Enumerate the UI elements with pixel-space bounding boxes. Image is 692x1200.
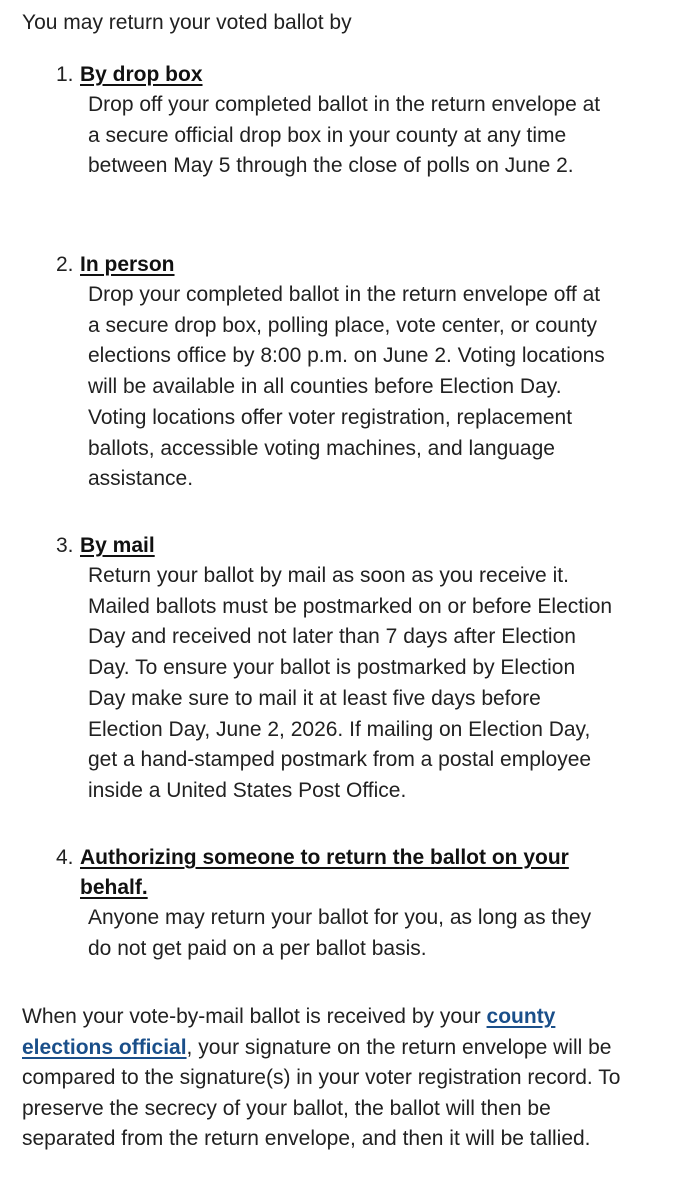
method-by-mail [56,531,616,807]
method-description: Drop off your completed ballot in the return envelope at a secure official drop box in your county at any time between May 5 through the close of polls on June 2. [88,93,601,178]
method-number: 2. [56,253,74,276]
closing-text-after-link: , your signature on the return envelope will be compared to the signature(s) in your voter registration record. To preserve the secrecy of your ballot, the ballot will then be separated from the return envelope, and then it will be tallied. [22,1035,621,1150]
method-title: In person [80,253,175,276]
method-title: Authorizing someone to return the ballot on your behalf. [80,846,569,899]
method-description: Drop your completed ballot in the return envelope off at a secure drop box, polling place, vote center, or county elections office by 8:00 p.m. on June 2. Voting locations will be available in all counties before Election Day. Voting locations offer voter registration, replacement ballots, accessible voting machines, and language assistance. [88,283,605,491]
method-in-person [56,250,616,495]
method-title: By mail [80,534,155,557]
county-elections-official-link[interactable]: county elections official [22,1005,556,1059]
method-number: 1. [56,63,74,86]
method-heading [56,843,616,903]
intro-text: You may return your voted ballot by [22,11,352,34]
method-number: 4. [56,846,74,869]
method-heading [56,531,616,561]
method-description: Return your ballot by mail as soon as you receive it. Mailed ballots must be postmarked on or before Election Day and received not later than 7 days after Election Day. To ensure your ballot is postmarked by Election Day make sure to mail it at least five days before Election Day, June 2, 2026. If mailing on Election Day, get a hand-stamped postmark from a postal employee inside a United States Post Office. [88,564,613,802]
method-authorized-person [56,843,616,964]
method-heading [56,60,616,90]
method-title: By drop box [80,63,203,86]
method-description: Anyone may return your ballot for you, as long as they do not get paid on a per ballot basis. [88,906,592,960]
closing-paragraph [22,1002,622,1155]
method-drop-box [56,60,616,182]
closing-text-before-link: When your vote-by-mail ballot is received by your [22,1005,487,1028]
method-heading [56,250,616,280]
method-number: 3. [56,534,74,557]
